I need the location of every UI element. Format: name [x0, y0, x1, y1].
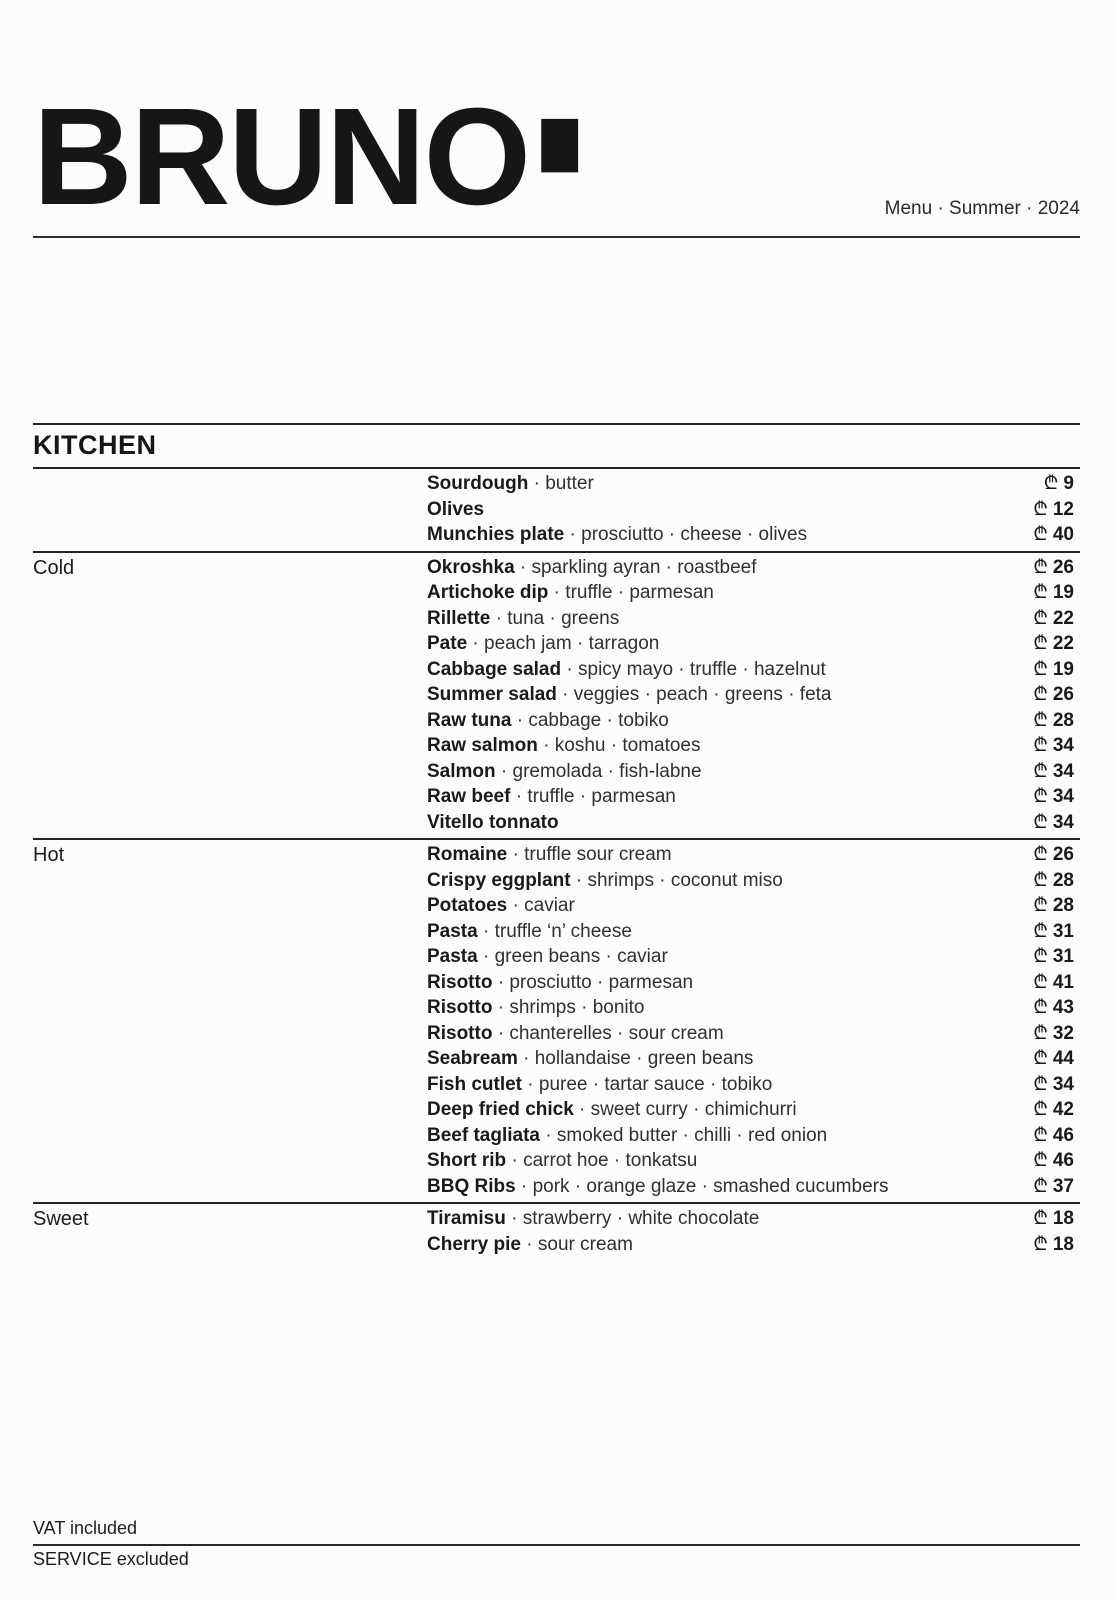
item-name: Raw salmon [427, 735, 538, 756]
item-name: Rillette [427, 607, 491, 629]
lari-currency-symbol: ₾ [1043, 473, 1059, 494]
lari-currency-symbol: ₾ [1033, 1175, 1048, 1197]
menu-item-row [427, 1148, 1080, 1174]
menu-item-row [427, 708, 1080, 734]
price-value: 26 [1052, 844, 1074, 865]
item-separator: · [573, 1099, 591, 1120]
lari-currency-symbol: ₾ [1033, 498, 1048, 520]
vat-note: VAT included [33, 1518, 138, 1538]
item-name: Seabream [427, 1048, 518, 1069]
item-name: Cherry pie [427, 1233, 521, 1255]
item-price [1033, 1021, 1080, 1047]
menu-item-row [427, 784, 1080, 810]
item-description: caviar [524, 895, 575, 916]
item-separator: · [561, 658, 578, 680]
price-value: 32 [1052, 1022, 1074, 1044]
item-name: Pate [427, 633, 468, 654]
menu-item-row [427, 970, 1080, 996]
menu-item-row [427, 893, 1080, 919]
menu-item-row [427, 842, 1080, 868]
price-value: 44 [1052, 1048, 1074, 1069]
price-value: 40 [1052, 524, 1074, 545]
item-price [1033, 970, 1080, 996]
item-separator: · [556, 684, 574, 705]
item-description: shrimps · coconut miso [587, 869, 783, 891]
item-separator: · [490, 607, 508, 629]
item-separator: · [495, 760, 513, 782]
menu-item-row [427, 810, 1080, 836]
item-name: Risotto [427, 971, 493, 993]
item-name: Salmon [427, 760, 496, 782]
item-description: puree · tartar sauce · tobiko [538, 1073, 773, 1095]
item-name: Raw tuna [427, 709, 512, 731]
item-description: green beans · caviar [494, 946, 668, 967]
menu-sections [33, 469, 1080, 1260]
price-value: 31 [1052, 920, 1074, 942]
service-note: SERVICE excluded [33, 1549, 189, 1569]
item-price [1033, 759, 1080, 785]
lari-currency-symbol: ₾ [1033, 524, 1048, 545]
item-separator: · [537, 735, 555, 756]
menu-item-row [427, 1046, 1080, 1072]
lari-currency-symbol: ₾ [1033, 735, 1048, 756]
item-price [1033, 522, 1080, 548]
lari-currency-symbol: ₾ [1033, 709, 1048, 731]
item-name: Risotto [427, 1022, 493, 1044]
item-separator: · [510, 786, 528, 807]
lari-currency-symbol: ₾ [1033, 844, 1048, 865]
price-value: 9 [1063, 473, 1074, 494]
price-value: 34 [1052, 760, 1074, 782]
item-name: Olives [427, 498, 485, 520]
price-value: 26 [1052, 684, 1074, 705]
item-description: pork · orange glaze · smashed cucumbers [532, 1175, 889, 1197]
item-text [427, 606, 619, 632]
price-value: 18 [1052, 1233, 1074, 1255]
item-price [1033, 606, 1080, 632]
item-separator: · [467, 633, 485, 654]
section-items [427, 553, 1080, 839]
price-value: 46 [1052, 1124, 1074, 1146]
price-value: 34 [1052, 786, 1074, 807]
item-price [1033, 842, 1080, 868]
item-text [427, 1021, 724, 1047]
item-name: Risotto [427, 997, 493, 1018]
logo-dot-icon: · [523, 0, 607, 344]
section-items [427, 1204, 1080, 1260]
item-name: Potatoes [427, 895, 508, 916]
item-price [1033, 1072, 1080, 1098]
item-text [427, 1123, 827, 1149]
item-description: tuna · greens [507, 607, 620, 629]
menu-item-row [427, 1123, 1080, 1149]
item-description: veggies · peach · greens · feta [573, 684, 832, 705]
item-separator: · [492, 971, 510, 993]
item-description: truffle ‘n’ cheese [494, 920, 632, 942]
item-text [427, 682, 832, 708]
item-description: koshu · tomatoes [554, 735, 701, 756]
item-price [1033, 631, 1080, 657]
footer [33, 1518, 1080, 1570]
item-name: Deep fried chick [427, 1099, 574, 1120]
item-text [427, 471, 594, 497]
item-name: BBQ Ribs [427, 1175, 516, 1197]
lari-currency-symbol: ₾ [1033, 997, 1048, 1018]
menu-item-row [427, 759, 1080, 785]
item-separator: · [548, 582, 566, 603]
price-value: 37 [1052, 1175, 1074, 1197]
item-separator: · [522, 1073, 539, 1095]
lari-currency-symbol: ₾ [1033, 811, 1048, 833]
item-description: hollandaise · green beans [534, 1048, 754, 1069]
item-text [427, 893, 575, 919]
item-price [1033, 1206, 1080, 1232]
kitchen-menu [33, 423, 1080, 1260]
item-price [1033, 810, 1080, 836]
lari-currency-symbol: ₾ [1033, 582, 1048, 603]
menu-item-row [427, 657, 1080, 683]
logo [33, 0, 607, 344]
item-text [427, 497, 484, 523]
item-price [1033, 995, 1080, 1021]
item-description: shrimps · bonito [509, 997, 645, 1018]
menu-item-row [427, 1206, 1080, 1232]
item-price [1033, 944, 1080, 970]
item-description: smoked butter · chilli · red onion [556, 1124, 828, 1146]
item-separator: · [507, 895, 525, 916]
item-text [427, 1072, 772, 1098]
price-value: 41 [1052, 971, 1074, 993]
lari-currency-symbol: ₾ [1033, 607, 1048, 629]
item-name: Tiramisu [427, 1208, 506, 1229]
item-price [1033, 1174, 1080, 1200]
item-description: truffle · parmesan [527, 786, 676, 807]
item-text [427, 919, 632, 945]
item-separator: · [507, 844, 525, 865]
menu-item-row [427, 868, 1080, 894]
menu-item-row [427, 995, 1080, 1021]
price-value: 22 [1052, 607, 1074, 629]
price-value: 19 [1052, 658, 1074, 680]
item-separator: · [492, 997, 510, 1018]
lari-currency-symbol: ₾ [1033, 1208, 1048, 1229]
lari-currency-symbol: ₾ [1033, 684, 1048, 705]
item-text [427, 842, 672, 868]
item-separator: · [515, 1175, 533, 1197]
menu-item-row [427, 497, 1080, 523]
item-text [427, 1097, 797, 1123]
item-separator: · [477, 946, 495, 967]
price-value: 28 [1052, 869, 1074, 891]
item-name: Pasta [427, 946, 478, 967]
menu-section [33, 1202, 1080, 1260]
item-description: prosciutto · parmesan [509, 971, 694, 993]
menu-edition: Menu · Summer · 2024 [884, 198, 1080, 219]
item-name: Fish cutlet [427, 1073, 523, 1095]
price-value: 34 [1052, 1073, 1074, 1095]
price-value: 19 [1052, 582, 1074, 603]
item-separator: · [477, 920, 495, 942]
menu-item-row [427, 522, 1080, 548]
price-value: 22 [1052, 633, 1074, 654]
item-name: Crispy eggplant [427, 869, 571, 891]
item-description: sour cream [537, 1233, 633, 1255]
lari-currency-symbol: ₾ [1033, 1022, 1048, 1044]
menu-item-row [427, 631, 1080, 657]
lari-currency-symbol: ₾ [1033, 1233, 1048, 1255]
item-description: truffle · parmesan [565, 582, 714, 603]
header [33, 0, 1080, 344]
item-separator: · [539, 1124, 557, 1146]
price-value: 42 [1052, 1099, 1074, 1120]
item-description: gremolada · fish-labne [512, 760, 702, 782]
lari-currency-symbol: ₾ [1033, 895, 1048, 916]
section-label [33, 469, 427, 551]
item-separator: · [505, 1208, 523, 1229]
item-name: Sourdough [427, 473, 529, 494]
menu-item-row [427, 606, 1080, 632]
price-value: 34 [1052, 735, 1074, 756]
item-name: Pasta [427, 920, 478, 942]
item-text [427, 970, 693, 996]
menu-item-row [427, 1072, 1080, 1098]
lari-currency-symbol: ₾ [1033, 786, 1048, 807]
item-name: Romaine [427, 844, 508, 865]
item-text [427, 1046, 753, 1072]
lari-currency-symbol: ₾ [1033, 1073, 1048, 1095]
item-price [1033, 1123, 1080, 1149]
section-items [427, 840, 1080, 1202]
item-text [427, 631, 659, 657]
price-value: 26 [1052, 556, 1074, 578]
lari-currency-symbol: ₾ [1033, 1048, 1048, 1069]
item-separator: · [517, 1048, 535, 1069]
menu-item-row [427, 944, 1080, 970]
price-value: 28 [1052, 709, 1074, 731]
item-separator: · [514, 556, 532, 578]
menu-item-row [427, 682, 1080, 708]
logo-text: BRUNO [33, 80, 529, 234]
lari-currency-symbol: ₾ [1033, 1124, 1048, 1146]
item-price [1033, 580, 1080, 606]
menu-item-row [427, 471, 1080, 497]
item-price [1033, 682, 1080, 708]
item-text [427, 1206, 759, 1232]
menu-item-row [427, 1097, 1080, 1123]
item-price [1033, 919, 1080, 945]
item-description: spicy mayo · truffle · hazelnut [578, 658, 826, 680]
section-label: Hot [33, 844, 65, 866]
item-text [427, 657, 826, 683]
item-name: Raw beef [427, 786, 511, 807]
price-value: 18 [1052, 1208, 1074, 1229]
item-description: peach jam · tarragon [484, 633, 660, 654]
item-price [1033, 708, 1080, 734]
price-value: 46 [1052, 1150, 1074, 1171]
kitchen-section-header [33, 423, 1080, 469]
price-value: 31 [1052, 946, 1074, 967]
item-price [1033, 497, 1080, 523]
item-text [427, 733, 701, 759]
item-description: carrot hoe · tonkatsu [523, 1150, 698, 1171]
item-text [427, 522, 807, 548]
item-price [1033, 784, 1080, 810]
item-text [427, 995, 645, 1021]
lari-currency-symbol: ₾ [1033, 920, 1048, 942]
section-items [427, 469, 1080, 551]
item-price [1033, 555, 1080, 581]
menu-item-row [427, 919, 1080, 945]
item-separator: · [506, 1150, 524, 1171]
price-value: 43 [1052, 997, 1074, 1018]
item-description: butter [545, 473, 594, 494]
lari-currency-symbol: ₾ [1033, 1099, 1048, 1120]
lari-currency-symbol: ₾ [1033, 760, 1048, 782]
item-text [427, 580, 714, 606]
item-name: Summer salad [427, 684, 557, 705]
item-separator: · [528, 473, 546, 494]
section-label: Sweet [33, 1208, 89, 1230]
item-name: Artichoke dip [427, 582, 549, 603]
menu-item-row [427, 733, 1080, 759]
item-name: Cabbage salad [427, 658, 562, 680]
item-price [1044, 471, 1080, 497]
item-price [1033, 1046, 1080, 1072]
item-text [427, 759, 702, 785]
item-name: Munchies plate [427, 524, 565, 545]
item-name: Short rib [427, 1150, 507, 1171]
price-value: 12 [1052, 498, 1074, 520]
item-description: strawberry · white chocolate [522, 1208, 760, 1229]
lari-currency-symbol: ₾ [1033, 658, 1048, 680]
item-description: sweet curry · chimichurri [590, 1099, 797, 1120]
menu-section [33, 551, 1080, 839]
item-price [1033, 893, 1080, 919]
price-value: 28 [1052, 895, 1074, 916]
item-description: prosciutto · cheese · olives [581, 524, 808, 545]
item-price [1033, 657, 1080, 683]
item-text [427, 944, 668, 970]
lari-currency-symbol: ₾ [1033, 946, 1048, 967]
item-text [427, 784, 676, 810]
item-text [427, 868, 783, 894]
item-name: Beef tagliata [427, 1124, 540, 1146]
lari-currency-symbol: ₾ [1033, 556, 1048, 578]
item-description: truffle sour cream [524, 844, 672, 865]
lari-currency-symbol: ₾ [1033, 633, 1048, 654]
item-text [427, 1174, 888, 1200]
lari-currency-symbol: ₾ [1033, 869, 1048, 891]
item-text [427, 1148, 697, 1174]
lari-currency-symbol: ₾ [1033, 1150, 1048, 1171]
item-separator: · [570, 869, 588, 891]
menu-item-row [427, 555, 1080, 581]
item-price [1033, 733, 1080, 759]
lari-currency-symbol: ₾ [1033, 971, 1048, 993]
item-price [1033, 1097, 1080, 1123]
item-text [427, 555, 757, 581]
item-price [1033, 1232, 1080, 1258]
menu-item-row [427, 580, 1080, 606]
section-label: Cold [33, 556, 75, 579]
price-value: 34 [1052, 811, 1074, 833]
menu-section [33, 469, 1080, 551]
menu-item-row [427, 1021, 1080, 1047]
item-price [1033, 1148, 1080, 1174]
item-separator: · [564, 524, 582, 545]
item-separator: · [492, 1022, 510, 1044]
item-text [427, 1232, 633, 1258]
kitchen-title: KITCHEN [33, 430, 157, 460]
item-text [427, 708, 669, 734]
item-separator: · [520, 1233, 538, 1255]
item-name: Vitello tonnato [427, 811, 559, 833]
item-text [427, 810, 559, 836]
item-name: Okroshka [427, 556, 515, 578]
item-description: chanterelles · sour cream [509, 1022, 724, 1044]
menu-item-row [427, 1174, 1080, 1200]
menu-item-row [427, 1232, 1080, 1258]
item-separator: · [511, 709, 529, 731]
item-price [1033, 868, 1080, 894]
menu-section [33, 838, 1080, 1202]
item-description: sparkling ayran · roastbeef [531, 556, 757, 578]
item-description: cabbage · tobiko [528, 709, 669, 731]
